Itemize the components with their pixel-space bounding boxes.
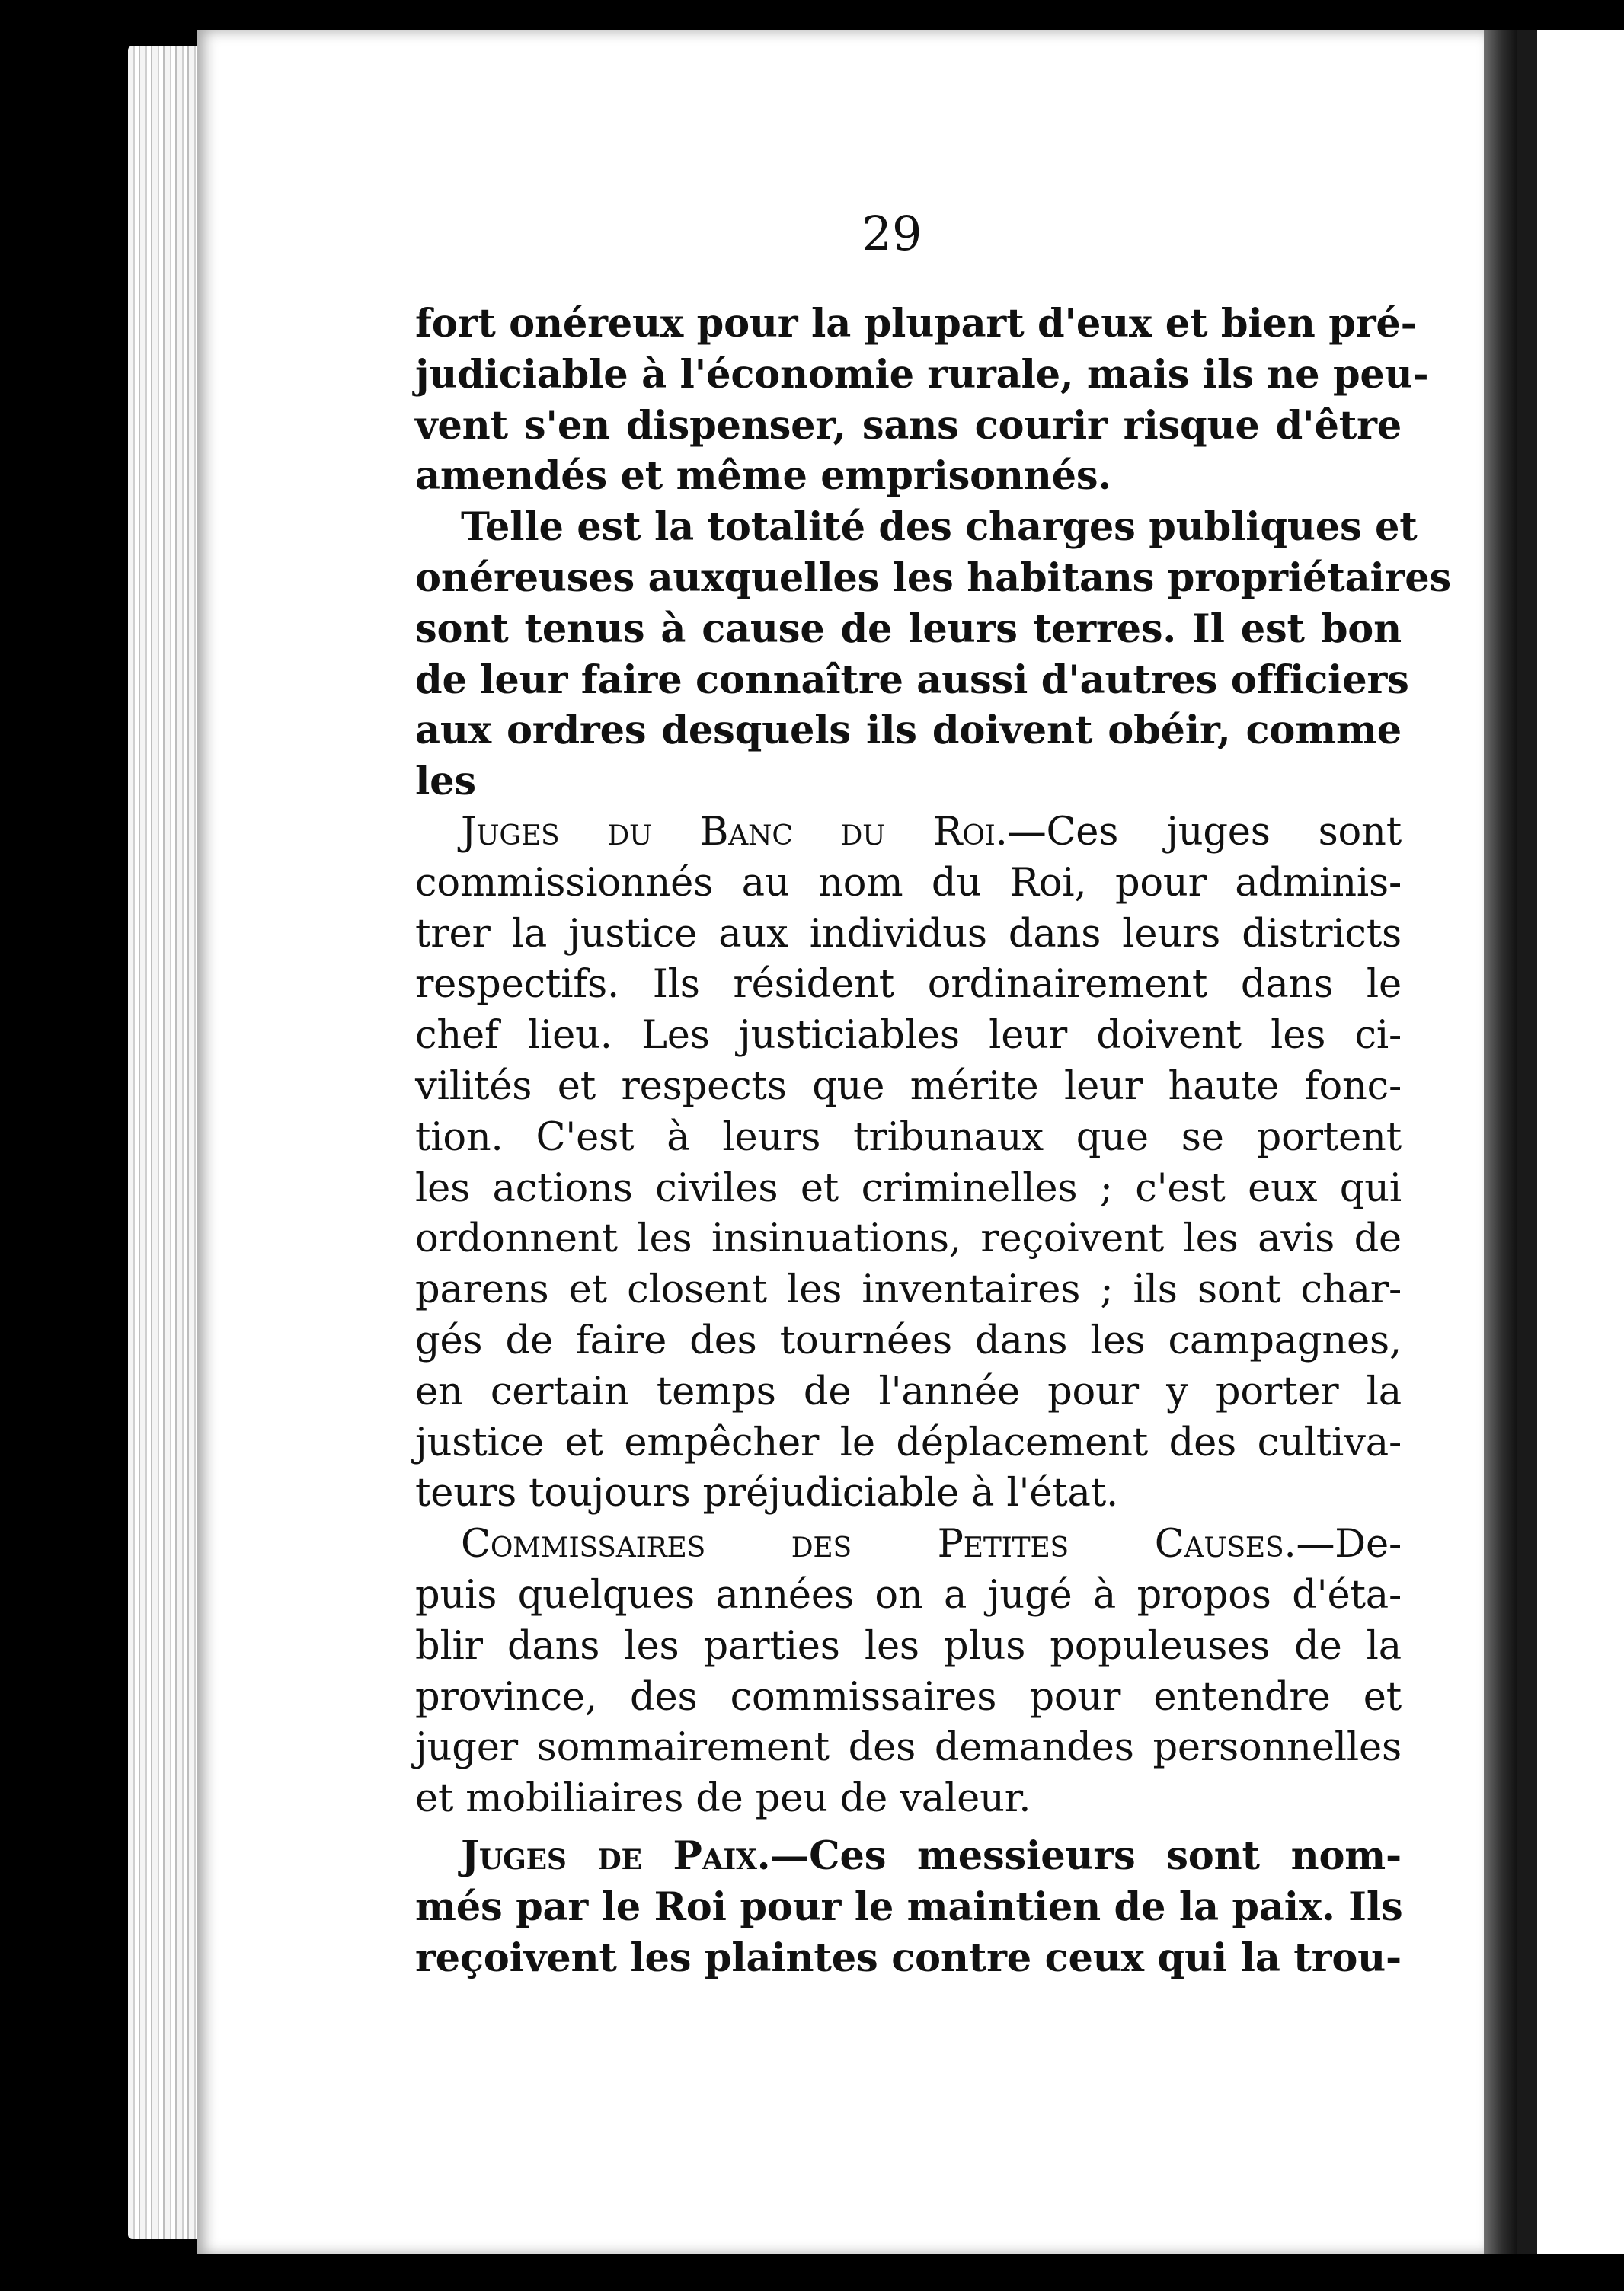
text-line: vilités et respects que mérite leur haute fonc- (415, 1063, 1402, 1109)
text-line (415, 1519, 1402, 1570)
paragraph-juges-banc-du-roi (415, 807, 1402, 1519)
gutter-shadow (1484, 30, 1517, 2254)
paragraph-1 (415, 299, 1429, 502)
text-line: sont tenus à cause de leurs terres. Il est bon (415, 606, 1402, 652)
facing-page-shadow (1517, 30, 1537, 2254)
paragraph-juges-de-paix (415, 1831, 1402, 1983)
page-text (415, 299, 1452, 1983)
text-line: puis quelques années on a jugé à propos d'éta- (415, 1572, 1402, 1618)
text-line: les actions civiles et criminelles ; c'est eux qui (415, 1165, 1402, 1211)
text-fragment: —De- (1296, 1522, 1402, 1567)
section-heading: Juges du Banc du Roi. (461, 809, 1008, 855)
paragraph-2 (415, 502, 1452, 807)
paragraph-commissaires-petites-causes (415, 1519, 1402, 1825)
text-line: blir dans les parties les plus populeuses de la (415, 1623, 1402, 1669)
text-line: en certain temps de l'année pour y porter la (415, 1369, 1402, 1414)
text-line: tion. C'est à leurs tribunaux que se portent (415, 1114, 1402, 1160)
text-line: trer la justice aux individus dans leurs districts (415, 911, 1402, 957)
section-heading: Juges de Paix. (461, 1832, 771, 1879)
text-line: de leur faire connaître aussi d'autres officiers (415, 657, 1409, 703)
text-fragment: —Ces juges sont (1007, 809, 1402, 855)
text-line: juger sommairement des demandes personnelles (415, 1725, 1402, 1771)
text-line: onéreuses auxquelles les habitans propriétaires (415, 554, 1452, 601)
text-line: parens et closent les inventaires ; ils sont char- (415, 1267, 1402, 1313)
page-number: 29 (862, 206, 922, 261)
text-line (415, 807, 1402, 858)
text-line: Telle est la totalité des charges publiques et (461, 504, 1418, 551)
text-line: justice et empêcher le déplacement des cultiva- (415, 1420, 1402, 1465)
section-heading: Commissaires des Petites Causes. (461, 1522, 1296, 1567)
text-line: commissionnés au nom du Roi, pour adminis- (415, 860, 1402, 906)
text-line: province, des commissaires pour entendre et (415, 1674, 1402, 1720)
text-line: ordonnent les insinuations, reçoivent les avis de (415, 1216, 1402, 1262)
text-line: respectifs. Ils résident ordinairement dans le (415, 962, 1402, 1008)
text-line: vent s'en dispenser, sans courir risque d'être (415, 402, 1402, 449)
text-line: reçoivent les plaintes contre ceux qui la trou- (415, 1935, 1402, 1981)
text-line: et mobiliaires de peu de valeur. (415, 1776, 1031, 1822)
text-line: les (415, 759, 476, 805)
text-line: teurs toujours préjudiciable à l'état. (415, 1471, 1119, 1516)
text-line: fort onéreux pour la plupart d'eux et bien pré- (415, 301, 1417, 347)
text-line: gés de faire des tournées dans les campagnes, (415, 1318, 1402, 1363)
text-line: judiciable à l'économie rurale, mais ils ne peu- (415, 351, 1429, 398)
text-line: aux ordres desquels ils doivent obéir, comme (415, 708, 1402, 754)
text-fragment: —Ces messieurs sont nom- (770, 1832, 1402, 1879)
paragraph-gap (415, 1825, 1402, 1831)
text-line: amendés et même emprisonnés. (415, 453, 1111, 500)
text-line: chef lieu. Les justiciables leur doivent les ci- (415, 1013, 1402, 1059)
text-line: més par le Roi pour le maintien de la paix. Ils (415, 1884, 1403, 1930)
text-line (415, 1831, 1402, 1882)
